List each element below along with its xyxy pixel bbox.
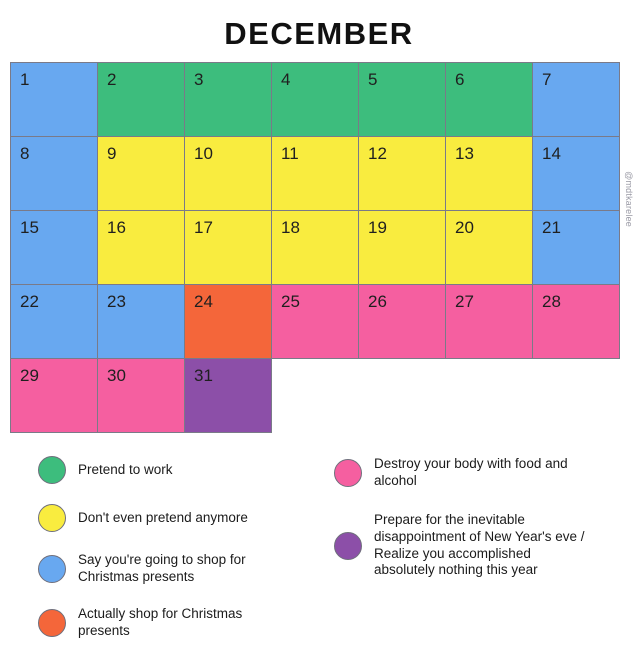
calendar-day-cell[interactable] [97, 136, 185, 211]
day-number: 16 [107, 218, 126, 237]
calendar-day-cell[interactable] [184, 284, 272, 359]
legend-color-swatch-icon [38, 504, 66, 532]
calendar-day-cell[interactable] [184, 136, 272, 211]
calendar-weeks [10, 62, 628, 432]
day-number: 6 [455, 70, 465, 89]
day-number: 12 [368, 144, 387, 163]
calendar-day-cell[interactable] [10, 136, 98, 211]
day-number: 13 [455, 144, 474, 163]
calendar-day-cell[interactable] [358, 136, 446, 211]
day-number: 22 [20, 292, 39, 311]
day-number: 30 [107, 366, 126, 385]
calendar-day-cell[interactable] [445, 136, 533, 211]
calendar-cell-empty [445, 358, 533, 433]
day-number: 28 [542, 292, 561, 311]
calendar-week-row [10, 136, 628, 210]
legend-label: Prepare for the inevitable disappointment of New Year's eve / Realize you accomplished absolutely nothing this year [374, 511, 585, 578]
legend-label: Destroy your body with food and alcohol [374, 456, 568, 488]
day-number: 31 [194, 366, 213, 385]
calendar-week-row [10, 284, 628, 358]
legend-label: Say you're going to shop for Christmas presents [78, 552, 246, 584]
day-number: 26 [368, 292, 387, 311]
calendar-day-cell[interactable] [10, 358, 98, 433]
day-number: 17 [194, 218, 213, 237]
calendar-day-cell[interactable] [184, 358, 272, 433]
legend-color-swatch-icon [334, 459, 362, 487]
calendar-cell-empty [271, 358, 359, 433]
legend-column-left [22, 456, 320, 640]
calendar-day-cell[interactable] [184, 210, 272, 285]
day-number: 10 [194, 144, 213, 163]
day-number: 23 [107, 292, 126, 311]
day-number: 2 [107, 70, 117, 89]
calendar-grid [10, 62, 634, 432]
calendar-day-cell[interactable] [271, 62, 359, 137]
legend-label: Don't even pretend anymore [78, 509, 248, 525]
legend-label: Actually shop for Christmas presents [78, 605, 243, 638]
day-number: 20 [455, 218, 474, 237]
watermark: @mdtkarelee [624, 171, 634, 227]
calendar-day-cell[interactable] [271, 136, 359, 211]
legend-item [334, 512, 616, 580]
calendar-cell-empty [532, 358, 620, 433]
page-title: DECEMBER [224, 16, 414, 51]
day-number: 25 [281, 292, 300, 311]
day-number: 27 [455, 292, 474, 311]
day-number: 21 [542, 218, 561, 237]
calendar-week-row [10, 358, 628, 432]
day-number: 24 [194, 292, 213, 311]
legend-item [334, 456, 616, 490]
calendar-day-cell[interactable] [10, 210, 98, 285]
calendar-cell-empty [358, 358, 446, 433]
calendar-day-cell[interactable] [271, 210, 359, 285]
calendar-day-cell[interactable] [358, 210, 446, 285]
legend-color-swatch-icon [38, 609, 66, 637]
calendar-week-row [10, 62, 628, 136]
calendar-day-cell[interactable] [532, 62, 620, 137]
day-number: 1 [20, 70, 30, 89]
calendar-day-cell[interactable] [532, 210, 620, 285]
calendar-day-cell[interactable] [10, 62, 98, 137]
calendar-week-row [10, 210, 628, 284]
calendar-day-cell[interactable] [532, 136, 620, 211]
calendar-day-cell[interactable] [445, 284, 533, 359]
legend-column-right [320, 456, 616, 640]
calendar-day-cell[interactable] [358, 284, 446, 359]
day-number: 7 [542, 70, 552, 89]
calendar-day-cell[interactable] [97, 62, 185, 137]
day-number: 15 [20, 218, 39, 237]
legend-item [38, 552, 320, 586]
calendar-day-cell[interactable] [532, 284, 620, 359]
legend-color-swatch-icon [334, 532, 362, 560]
day-number: 9 [107, 144, 117, 163]
day-number: 14 [542, 144, 561, 163]
day-number: 8 [20, 144, 30, 163]
day-number: 29 [20, 366, 39, 385]
day-number: 4 [281, 70, 291, 89]
calendar-day-cell[interactable] [97, 358, 185, 433]
calendar-day-cell[interactable] [184, 62, 272, 137]
legend [22, 456, 616, 640]
legend-color-swatch-icon [38, 456, 66, 484]
day-number: 18 [281, 218, 300, 237]
calendar-day-cell[interactable] [97, 284, 185, 359]
day-number: 3 [194, 70, 204, 89]
legend-color-swatch-icon [38, 555, 66, 583]
day-number: 19 [368, 218, 387, 237]
calendar-day-cell[interactable] [271, 284, 359, 359]
legend-item [38, 504, 320, 532]
calendar-day-cell[interactable] [445, 62, 533, 137]
legend-item [38, 456, 320, 484]
legend-item [38, 606, 320, 640]
legend-label: Pretend to work [78, 461, 173, 477]
day-number: 5 [368, 70, 378, 89]
day-number: 11 [281, 144, 299, 163]
calendar-day-cell[interactable] [10, 284, 98, 359]
calendar-day-cell[interactable] [358, 62, 446, 137]
calendar-day-cell[interactable] [445, 210, 533, 285]
calendar-day-cell[interactable] [97, 210, 185, 285]
